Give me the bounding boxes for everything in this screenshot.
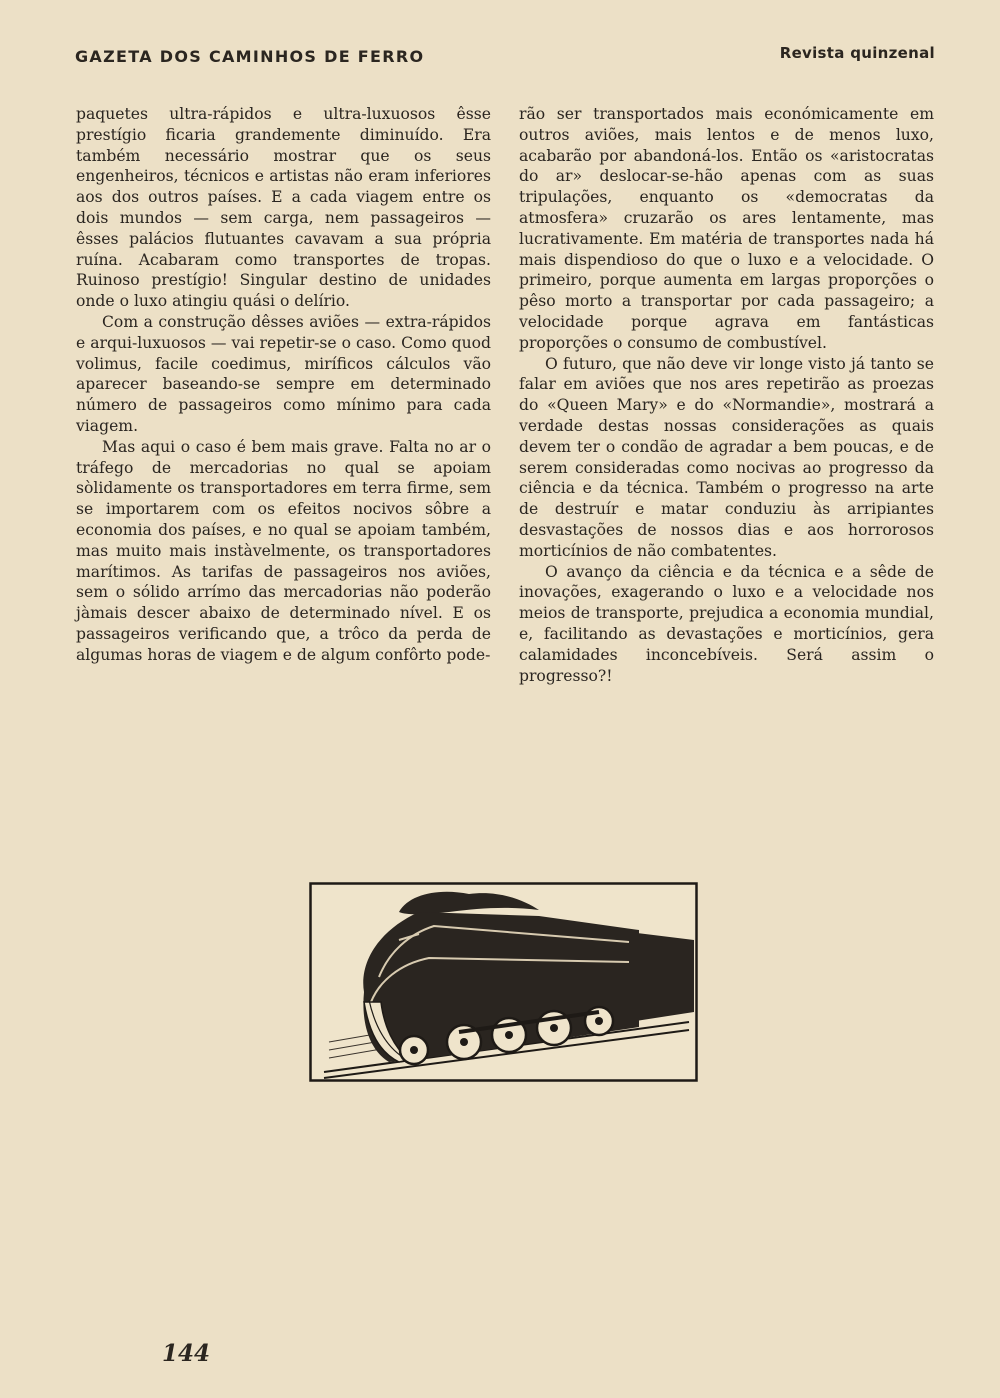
page-number: 144 <box>162 1340 211 1367</box>
right-paragraph-2: O futuro, que não deve vir longe visto já tanto se falar em aviões que nos ares repetirão as proezas do «Queen Mary» e do «Normandie», mostrará a verdade destas nossas considerações as quais devem ter o condão de agradar a bem poucas, e de serem consideradas como nocivas ao progresso da ciência e da técnica. Também o progresso na arte de destruír e matar conduziu às arripiantes desvastações de nossos dias e aos horrorosos morticínios de não combatentes. <box>519 354 934 560</box>
left-paragraph-2: Com a construção dêsses aviões — extra-rápidos e arqui-luxuosos — vai repetir-se o caso. Como quod volimus, facile coedimus, miríficos cálculos vão aparecer baseando-se sempre em determinado número de passageiros como mínimo para cada viagem. <box>76 312 491 435</box>
left-paragraph-3: Mas aqui o caso é bem mais grave. Falta no ar o tráfego de mercadorias no qual se apoiam sòlidamente os transportadores em terra firme, sem se importarem com os efeitos nocivos sôbre a economia dos países, e no qual se apoiam também, mas muito mais instàvelmente, os transportadores marítimos. As tarifas de passageiros nos aviões, sem o sólido arrímo das mercadorias não poderão jàmais descer abaixo de determinado nível. E os passageiros verificando que, a trôco da perda de algumas horas de viagem e de algum confôrto pode- <box>76 437 491 664</box>
journal-subtitle: Revista quinzenal <box>779 44 935 62</box>
journal-title: GAZETA DOS CAMINHOS DE FERRO <box>75 47 425 66</box>
right-paragraph-1: rão ser transportados mais económicamente em outros aviões, mais lentos e de menos luxo, acabarão por abandoná-los. Então os «aristocratas do ar» deslocar-se-hão apenas com as suas tripulações, enquanto os «democratas da atmosfera» cruzarão os ares lentamente, mas lucrativamente. Em matéria de transportes nada há mais dispendioso do que o luxo e a velocidade. O primeiro, porque aumenta em largas proporções o pêso morto a transportar por cada passageiro; a velocidade porque agrava em fantásticas proporções o consumo de combustível. <box>519 105 934 352</box>
left-paragraph-1: paquetes ultra-rápidos e ultra-luxuosos êsse prestígio ficaria grandemente diminuído. Era também necessário mostrar que os seus engenheiros, técnicos e artistas não eram inferiores aos dos outros países. E a cada viagem entre os dois mundos — sem carga, nem passageiros — êsses palácios flutuantes cavavam a sua própria ruína. Acabaram como transportes de tropas. Ruinoso prestígio! Singular destino de unidades onde o luxo atingiu quási o delírio. <box>76 105 491 311</box>
left-column <box>76 104 491 666</box>
locomotive-illustration <box>309 882 698 1082</box>
right-paragraph-3: O avanço da ciência e da técnica e a sêde de inovações, exagerando o luxo e a velocidade nos meios de transporte, prejudica a economia mundial, e, facilitando as devastações e morticínios, gera calamidades inconcebíveis. Será assim o progresso?! <box>519 562 934 685</box>
right-column <box>519 104 934 686</box>
steam-locomotive-icon <box>309 882 698 1082</box>
